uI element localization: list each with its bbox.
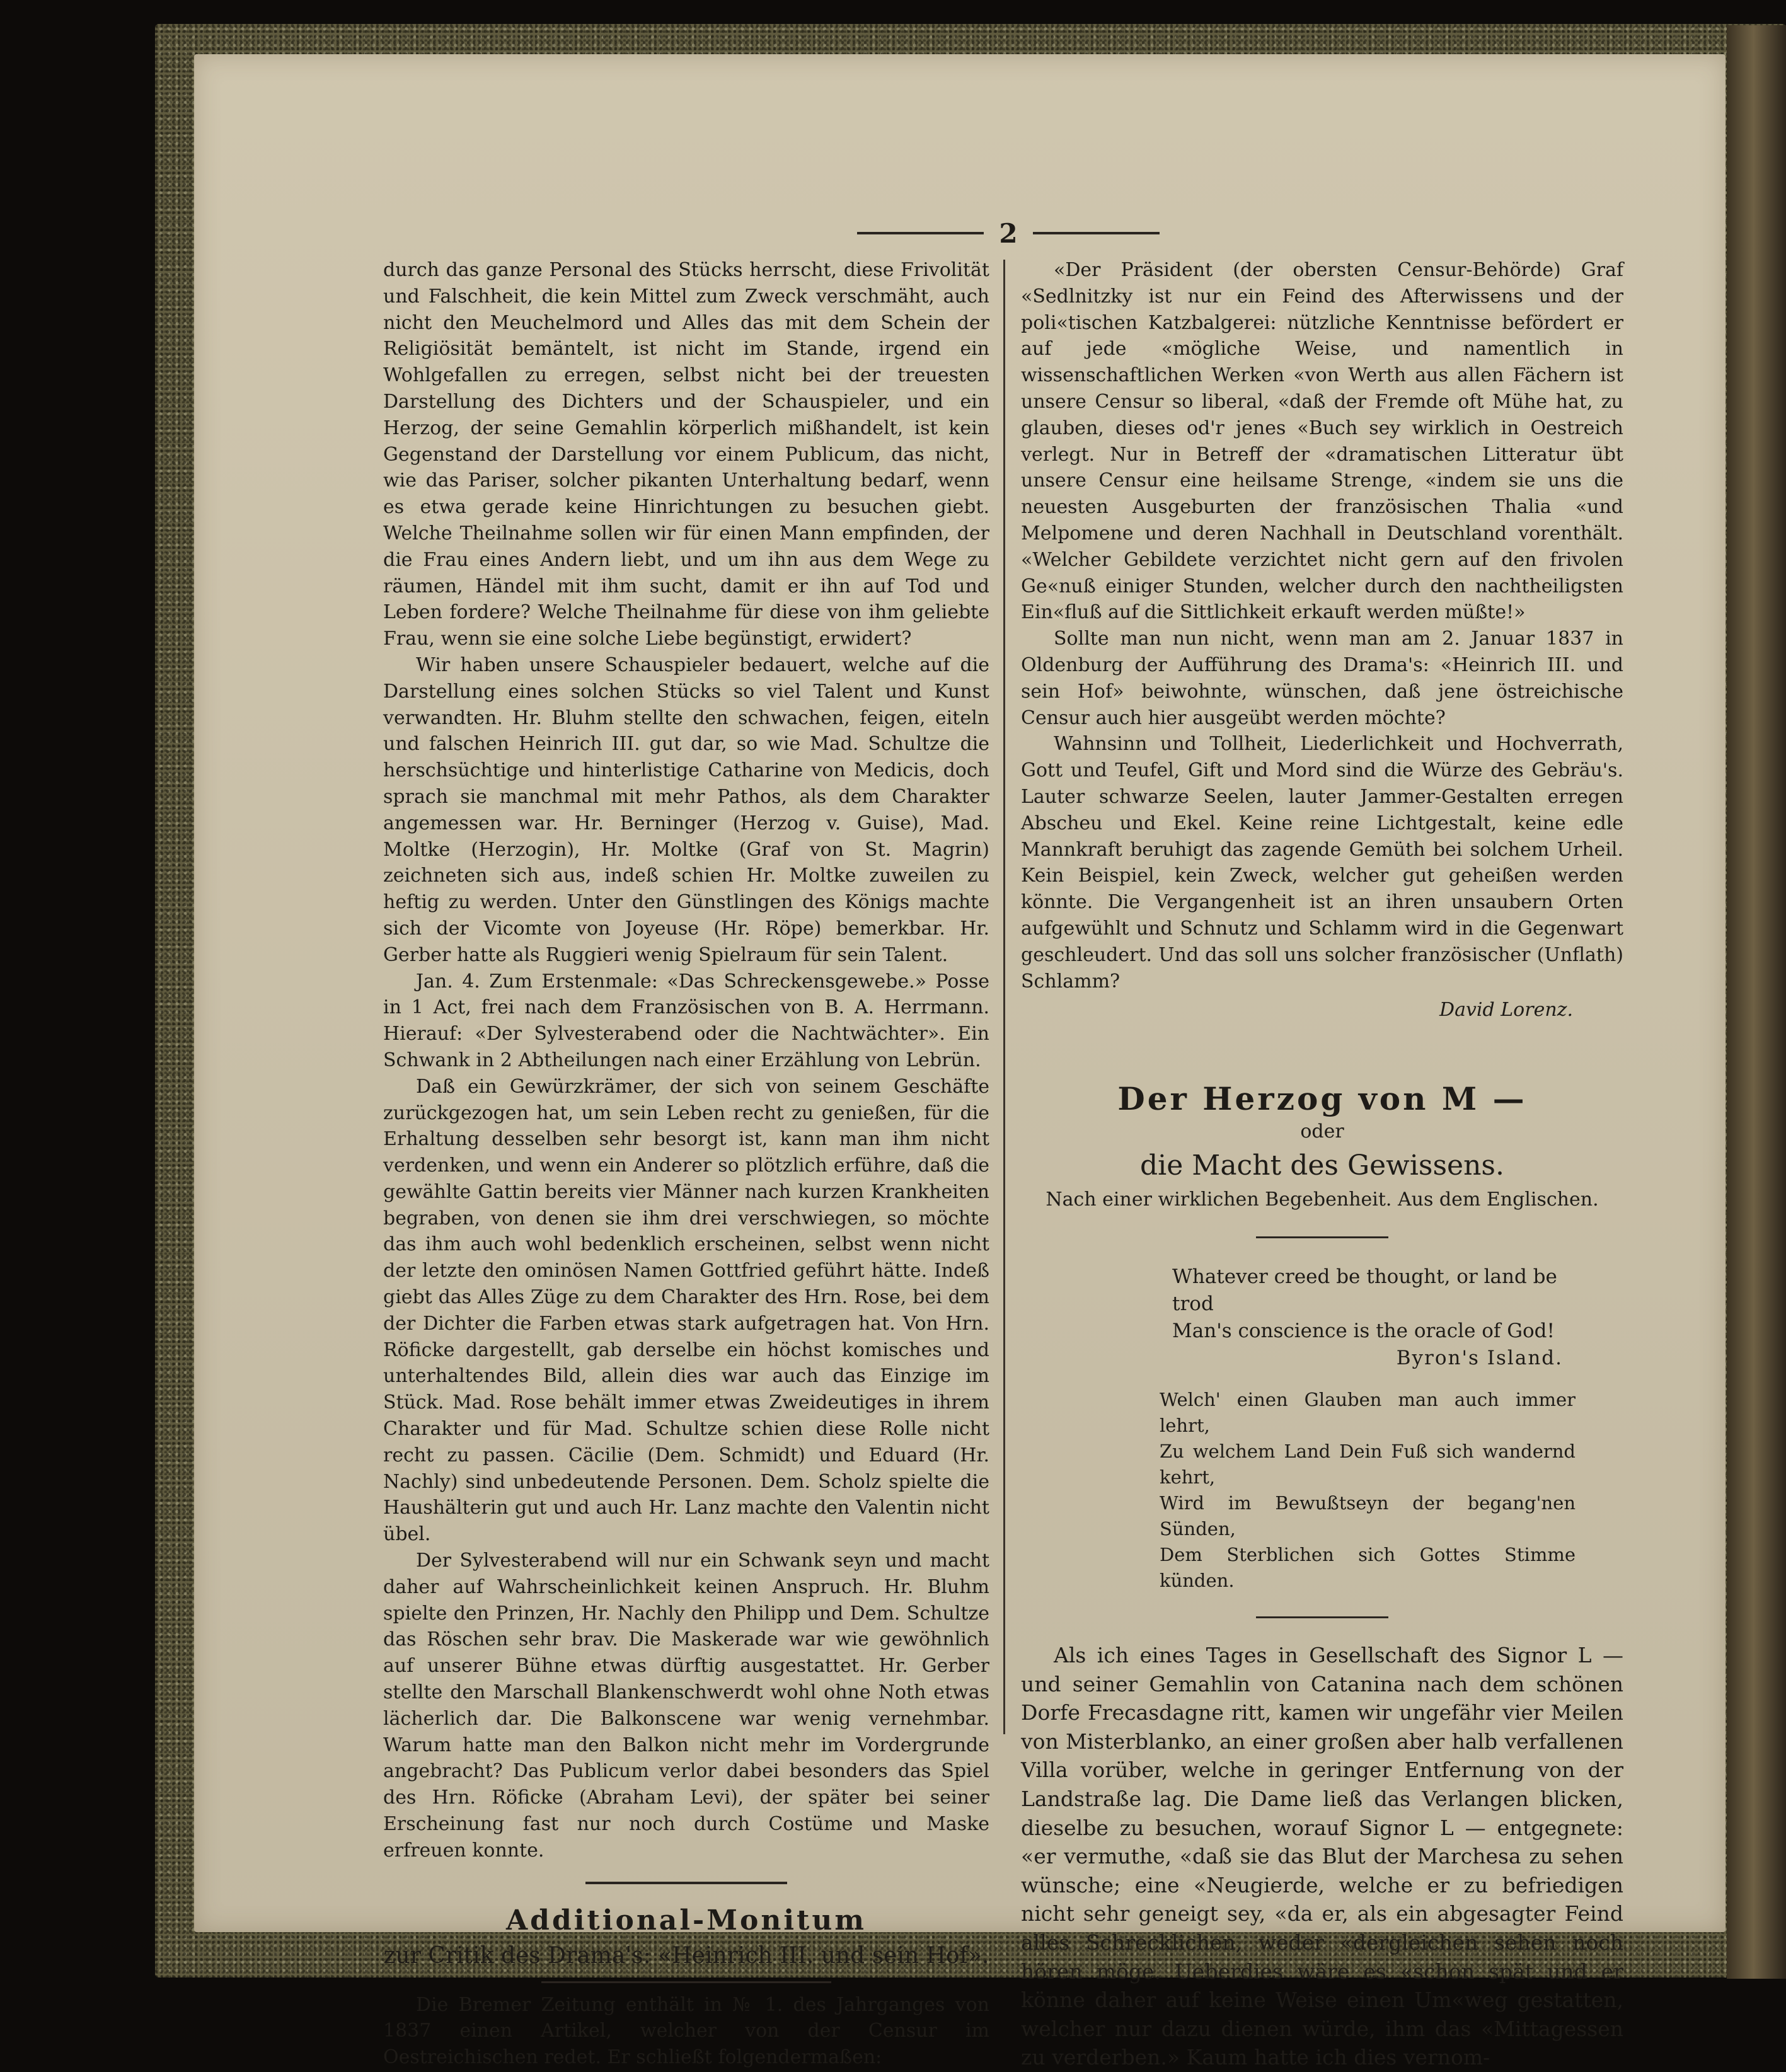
motto-line: Zu welchem Land Dein Fuß sich wandernd kehrt, [1160,1441,1576,1488]
story-rule [1256,1616,1388,1618]
paragraph: Daß ein Gewürzkrämer, der sich von seinem Geschäfte zurückgezogen hat, um sein Leben recht zu genießen, für die Erhaltung desselben sehr besorgt ist, kann man ihm nicht verdenken, und wenn ein Anderer so plötzlich erführe, daß die gewählte Gattin bereits vier Männer nach kurzen Krankheiten begraben, von denen sie ihm drei verschwiegen, so möchte das ihm auch wohl bedenklich erscheinen, selbst wenn nicht der letzte den ominösen Namen Gottfried geführt hätte. Indeß giebt das Alles Züge zu dem Charakter des Hrn. Rose, bei dem der Dichter die Farben etwas stark aufgetragen hat. Von Hrn. Röficke dargestellt, gab derselbe ein höchst komisches und unterhaltendes Bild, allein dies war auch das Einzige im Stück. Mad. Rose behält immer etwas Zweideutiges in ihrem Charakter und für Mad. Schultze schien diese Rolle nicht recht zu passen. Cäcilie (Dem. Schmidt) und Eduard (Hr. Nachly) sind unbedeutende Personen. Dem. Scholz spielte die Haushälterin gut und auch Hr. Lanz machte den Valentin nicht übel. [383,1075,989,1546]
page-header [857,217,1160,249]
motto-german [1160,1387,1576,1594]
quoted-passage: «Der Präsident (der obersten Censur-Behörde) Graf «Sedlnitzky ist nur ein Feind des Afterwissens und der poli«tischen Katzbalgerei: nützliche Kenntnisse befördert er auf jede «mögliche Weise, und namentlich in wissenschaftlichen Werken «von Werth aus allen Fächern ist unsere Censur so liberal, «daß der Fremde oft Mühe hat, zu glauben, dieses od'r jenes «Buch sey wirklich in Oestreich verlegt. Nur in Betreff der «dramatischen Litteratur übt unsere Censur eine heilsame Strenge, «indem sie uns die neuesten Ausgeburten der französischen Thalia «und Melpomene und deren Nachhall in Deutschland vorenthält. «Welcher Gebildete verzichtet nicht gern auf den frivolen Ge«nuß einiger Stunden, welcher durch den nachtheiligsten Ein«fluß auf die Sittlichkeit erkauft werden müßte!» [1021,259,1623,624]
motto-line: Man's conscience is the oracle of God! [1172,1320,1555,1343]
story-note: Nach einer wirklichen Begebenheit. Aus dem Englischen. [1046,1189,1599,1211]
motto-rule [1256,1236,1388,1238]
section-subrule [541,1981,831,1983]
header-rule-left [857,232,984,234]
motto-english [1172,1263,1576,1372]
section-title: Additional-Monitum [506,1904,867,1937]
paragraph: Wahnsinn und Tollheit, Liederlichkeit und Hochverrath, Gott und Teufel, Gift und Mord sind die Würze des Gebräu's. Lauter schwarze Seelen, lauter Jammer-Gestalten erregen Abscheu und Ekel. Keine reine Lichtgestalt, keine edle Mannkraft beruhigt das zagende Gemüth bei solchem Urheil. Kein Beispiel, kein Zweck, welcher gut geheißen werden könnte. Die Vergangenheit ist an ihren unsaubern Orten aufgewühlt und Schnutz und Schlamm wird in die Gegenwart geschleudert. Und das soll uns solcher französischer (Unflath) Schlamm? [1021,733,1623,993]
motto-source: Byron's Island. [1396,1347,1563,1370]
section-rule [585,1882,787,1884]
motto-line: Welch' einen Glauben man auch immer lehrt, [1160,1389,1576,1437]
paragraph: Sollte man nun nicht, wenn man am 2. Januar 1837 in Oldenburg der Aufführung des Drama's: «Heinrich III. und sein Hof» beiwohnte, wünschen, daß jene östreichische Censur auch hier ausgeübt werden möchte? [1021,628,1623,729]
section-body: Die Bremer Zeitung enthält in № 1. des Jahrganges von 1837 einen Artikel, welcher von der Censur im Oestreichischen redet. Er schließt folgendermaßen: [383,1993,989,2069]
story-or: oder [1300,1120,1344,1143]
paragraph: Der Sylvesterabend will nur ein Schwank seyn und macht daher auf Wahrscheinlichkeit keinen Anspruch. Hr. Bluhm spielte den Prinzen, Hr. Nachly den Philipp und Dem. Schultze das Röschen sehr brav. Die Maskerade war wie gewöhnlich auf unserer Bühne etwas dürftig ausgestattet. Hr. Gerber stellte den Marschall Blankenschwerdt wohl ohne Noth etwas lächerlich dar. Die Balkonscene war wenig vernehmbar. Warum hatte man den Balkon nicht mehr im Vordergrunde angebracht? Das Publicum verlor dabei besonders das Spiel des Hrn. Röficke (Abraham Levi), der später bei seiner Erscheinung fast nur noch durch Costüme und Maske erfreuen konnte. [383,1550,989,1862]
column-divider [1003,260,1005,1734]
right-column [1021,257,1623,2072]
motto-line: Wird im Bewußtseyn der begang'nen Sünden, [1160,1492,1576,1540]
motto-line: Whatever creed be thought, or land be trod [1172,1265,1557,1316]
paragraph: Jan. 4. Zum Erstenmale: «Das Schreckensgewebe.» Posse in 1 Act, frei nach dem Französischen von B. A. Herrmann. Hierauf: «Der Sylvesterabend oder die Nachtwächter». Ein Schwank in 2 Abtheilungen nach einer Erzählung von Lebrün. [383,970,989,1071]
story-title: Der Herzog von M — [1117,1080,1527,1118]
paragraph: durch das ganze Personal des Stücks herrscht, diese Frivolität und Falschheit, die kein Mittel zum Zweck verschmäht, auch nicht den Meuchelmord und Alles das mit dem Schein der Religiösität bemäntelt, ist nicht im Stande, irgend ein Wohlgefallen zu erregen, selbst nicht bei der treuesten Darstellung des Dichters und der Schauspieler, und ein Herzog, der seine Gemahlin körperlich mißhandelt, ist kein Gegenstand der Darstellung vor einem Publicum, das nicht, wie das Pariser, solcher pikanten Unterhaltung bedarf, wenn es etwa gerade keine Hinrichtungen zu besuchen giebt. Welche Theilnahme sollen wir für einen Mann empfinden, der die Frau eines Andern liebt, und um ihn aus dem Wege zu räumen, Händel mit ihm sucht, damit er ihn auf Tod und Leben fordere? Welche Theilnahme für diese von ihm geliebte Frau, wenn sie eine solche Liebe begünstigt, erwidert? [383,259,989,650]
paragraph: Wir haben unsere Schauspieler bedauert, welche auf die Darstellung eines solchen Stücks so viel Talent und Kunst verwandten. Hr. Bluhm stellte den schwachen, feigen, eiteln und falschen Heinrich III. gut dar, so wie Mad. Schultze die herschsüchtige und hinterlistige Catharine von Medicis, doch sprach sie manchmal mit mehr Pathos, als dem Charakter angemessen war. Hr. Berninger (Herzog v. Guise), Mad. Moltke (Herzogin), Hr. Moltke (Graf von St. Magrin) zeichneten sich aus, indeß schien Hr. Moltke zuweilen zu heftig zu werden. Unter den Günstlingen des Königs machte sich der Vicomte von Joyeuse (Hr. Röpe) bemerkbar. Hr. Gerber hatte als Ruggieri wenig Spielraum für sein Talent. [383,653,989,966]
page-number: 2 [999,217,1018,249]
header-rule-right [1033,232,1160,234]
left-column [383,257,989,2071]
story-body: Als ich eines Tages in Gesellschaft des Signor L — und seiner Gemahlin von Catanina nach dem schönen Dorfe Frecasdagne ritt, kamen wir ungefähr vier Meilen von Misterblanko, an einer großen aber halb verfallenen Villa vorüber, welche in geringer Entfernung von der Landstraße lag. Die Dame ließ das Verlangen blicken, dieselbe zu besuchen, worauf Signor L — entgegnete: «er vermuthe, «daß sie das Blut der Marchesa zu sehen wünsche; eine «Neugierde, welche er zu befriedigen nicht sehr geneigt sey, «da er, als ein abgesagter Feind alles Schrecklichen, weder «dergleichen sehen noch hören möge. Ueberdies wäre es «schon spät und er könne daher auf keine Weise einen Um«weg gestatten, welcher nur dazu dienen würde, ihm das «Mittagessen zu verderben.» Kaum hatte ich dies vernom- [1021,1643,1623,2070]
story-subtitle: die Macht des Gewissens. [1140,1149,1504,1182]
section-subtitle: zur Critik des Drama's: «Heinrich III. und sein Hof». [383,1942,989,1969]
book-spine [1727,25,1786,1979]
motto-line: Dem Sterblichen sich Gottes Stimme künden. [1160,1544,1576,1592]
author-signature: David Lorenz. [1439,999,1573,1022]
